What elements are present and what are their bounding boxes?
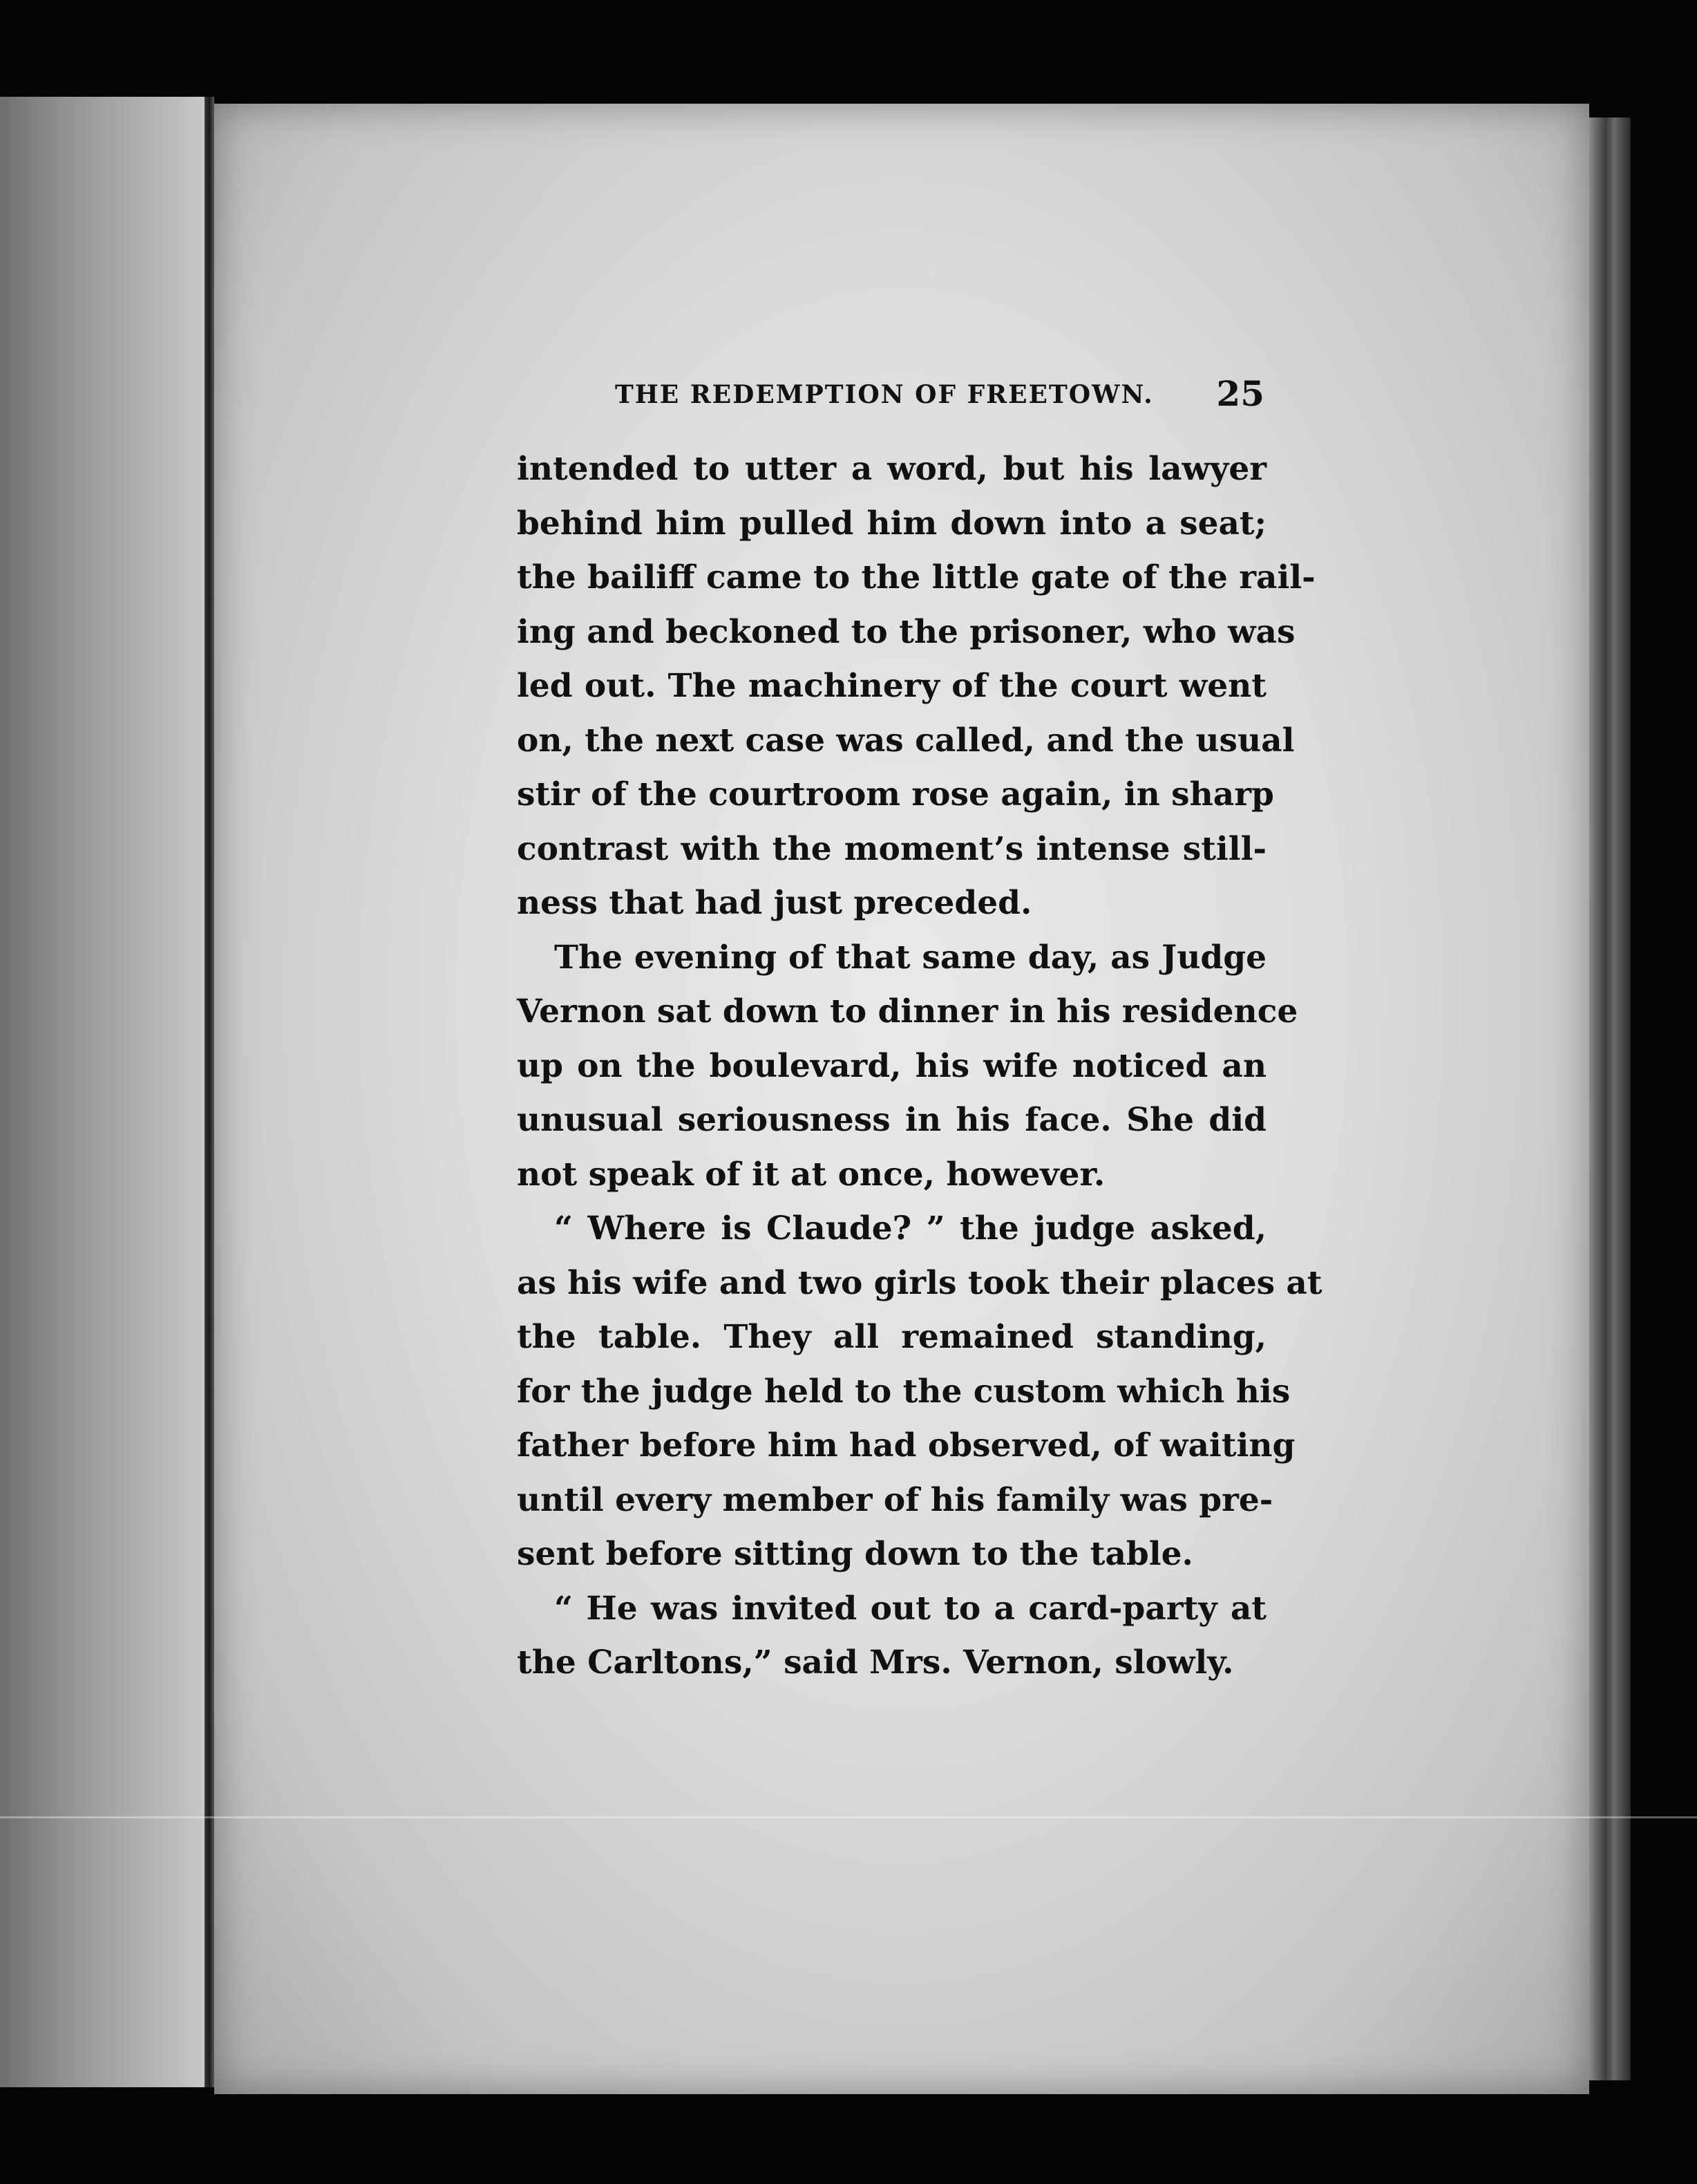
page-number: 25	[1216, 373, 1264, 414]
text-line: behind him pulled him down into a seat;	[517, 504, 1267, 543]
running-title: THE REDEMPTION OF FREETOWN.	[615, 380, 1154, 409]
text-line: on, the next case was called, and the usual	[517, 721, 1295, 760]
text-line: for the judge held to the custom which his	[517, 1372, 1291, 1411]
book-gutter	[205, 97, 214, 2087]
paragraph	[517, 931, 1298, 1203]
text-line: unusual seriousness in his face. She did	[517, 1101, 1267, 1139]
text-line: as his wife and two girls took their places at	[517, 1263, 1322, 1302]
paragraph	[517, 1582, 1267, 1691]
text-line: ing and beckoned to the prisoner, who was	[517, 612, 1296, 651]
text-line: sent before sitting down to the table.	[517, 1535, 1193, 1573]
text-line: the bailiff came to the little gate of the rail-	[517, 558, 1316, 596]
page-stack-edge	[1589, 117, 1631, 2080]
text-line: the Carltons,” said Mrs. Vernon, slowly.	[517, 1644, 1234, 1682]
text-line: intended to utter a word, but his lawyer	[517, 450, 1267, 488]
text-line: “ He was invited out to a card-party at	[554, 1589, 1267, 1628]
paragraph	[517, 442, 1316, 931]
text-line: the table. They all remained standing,	[517, 1318, 1267, 1356]
text-line: “ Where is Claude? ” the judge asked,	[554, 1209, 1267, 1248]
scan-artifact-line	[0, 1816, 1697, 1818]
text-line: Vernon sat down to dinner in his residence	[517, 992, 1298, 1030]
text-line: not speak of it at once, however.	[517, 1155, 1106, 1194]
text-line: led out. The machinery of the court went	[517, 667, 1267, 705]
paragraph	[517, 1202, 1322, 1582]
text-line: stir of the courtroom rose again, in sharp	[517, 775, 1274, 813]
text-line: ness that had just preceded.	[517, 884, 1032, 922]
text-line: father before him had observed, of waiting	[517, 1427, 1296, 1465]
text-line: until every member of his family was pre-	[517, 1480, 1273, 1519]
facing-page-edge	[0, 97, 207, 2087]
running-head	[615, 373, 1264, 415]
text-line: up on the boulevard, his wife noticed an	[517, 1046, 1267, 1085]
text-line: contrast with the moment’s intense still-	[517, 829, 1267, 868]
body-text	[517, 442, 1322, 1691]
text-line: The evening of that same day, as Judge	[554, 938, 1267, 977]
